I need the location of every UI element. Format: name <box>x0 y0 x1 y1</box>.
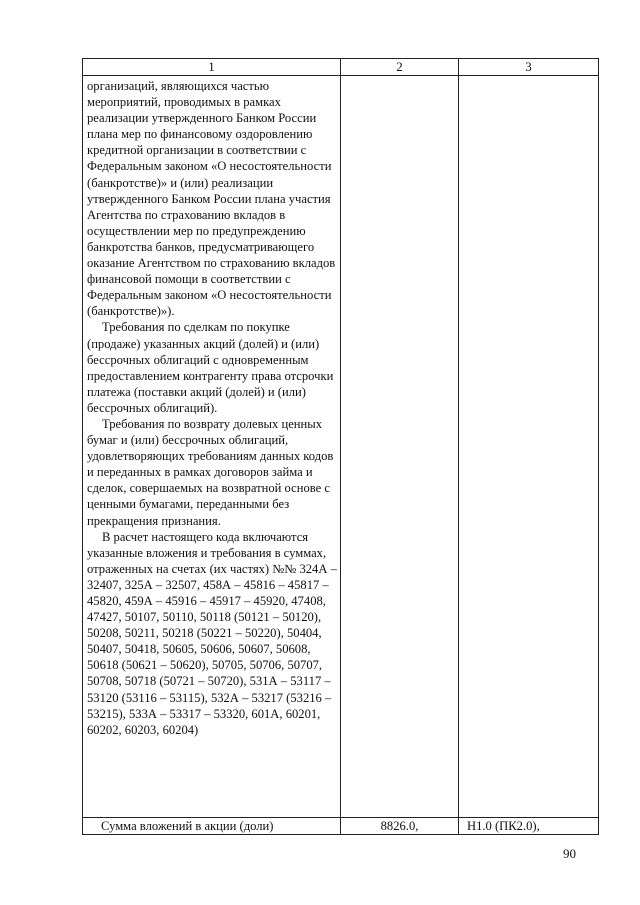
paragraph: Требования по возврату долевых ценных бумаг и (или) бессрочных облигаций, удовлетворяющих требованиям данных кодов и переданных в рамках договоров займа и сделок, совершаемых на возвратной основе с ценными бумагами, переданными без прекращения признания. <box>87 416 334 528</box>
paragraph: организаций, являющихся частью мероприятий, проводимых в рамках реализации утвержденного Банком России плана мер по финансовому оздоровлению кредитной организации в соответствии с Федеральным законом «О несостоятельности (банкротстве)» и (или) реализации утвержденного Банком России плана участия Агентства по страхованию вкладов в осуществлении мер по предупреждению банкротства банков, предусматривающего оказание Агентством по страхованию вкладов финансовой помощи в соответствии с Федеральным законом «О несостоятельности (банкротстве)»). <box>87 79 336 319</box>
column-header-1: 1 <box>83 59 341 76</box>
table-row <box>83 818 599 835</box>
last-row-description: Сумма вложений в акции (доли) <box>83 818 341 835</box>
column-header-2: 2 <box>341 59 459 76</box>
table-header-row <box>83 59 599 76</box>
paragraph: В расчет настоящего кода включаются указанные вложения и требования в суммах, отраженных на счетах (их частях) №№ 324А – 32407, 325А – 32507, 458А – 45816 – 45817 – 45820, 459А – 45916 – 45917 – 45920, 47408, 47427, 50107, 50110, 50118 (50121 – 50120), 50208, 50211, 50218 (50221 – 50220), 50404, 50407, 50418, 50605, 50606, 50607, 50608, 50618 (50621 – 50620), 50705, 50706, 50707, 50708, 50718 (50721 – 50720), 531А – 53117 – 53120 (53116 – 53115), 532А – 53217 (53216 – 53215), 533А – 53317 – 53320, 601А, 60201, 60202, 60203, 60204) <box>87 529 337 737</box>
data-table <box>82 58 599 835</box>
description-cell <box>83 76 341 818</box>
column-header-3: 3 <box>459 59 599 76</box>
empty-cell-col2 <box>341 76 459 818</box>
paragraph: Требования по сделкам по покупке (продаже) указанных акций (долей) и (или) бессрочных облигаций с одновременным предоставлением контрагенту права отсрочки платежа (поставки акций (долей) и (или) бессрочных облигаций). <box>87 320 334 415</box>
last-row-code: 8826.0, <box>341 818 459 835</box>
last-row-reference: Н1.0 (ПК2.0), <box>459 818 599 835</box>
table-row <box>83 76 599 818</box>
page-number: 90 <box>563 846 576 861</box>
empty-cell-col3 <box>459 76 599 818</box>
